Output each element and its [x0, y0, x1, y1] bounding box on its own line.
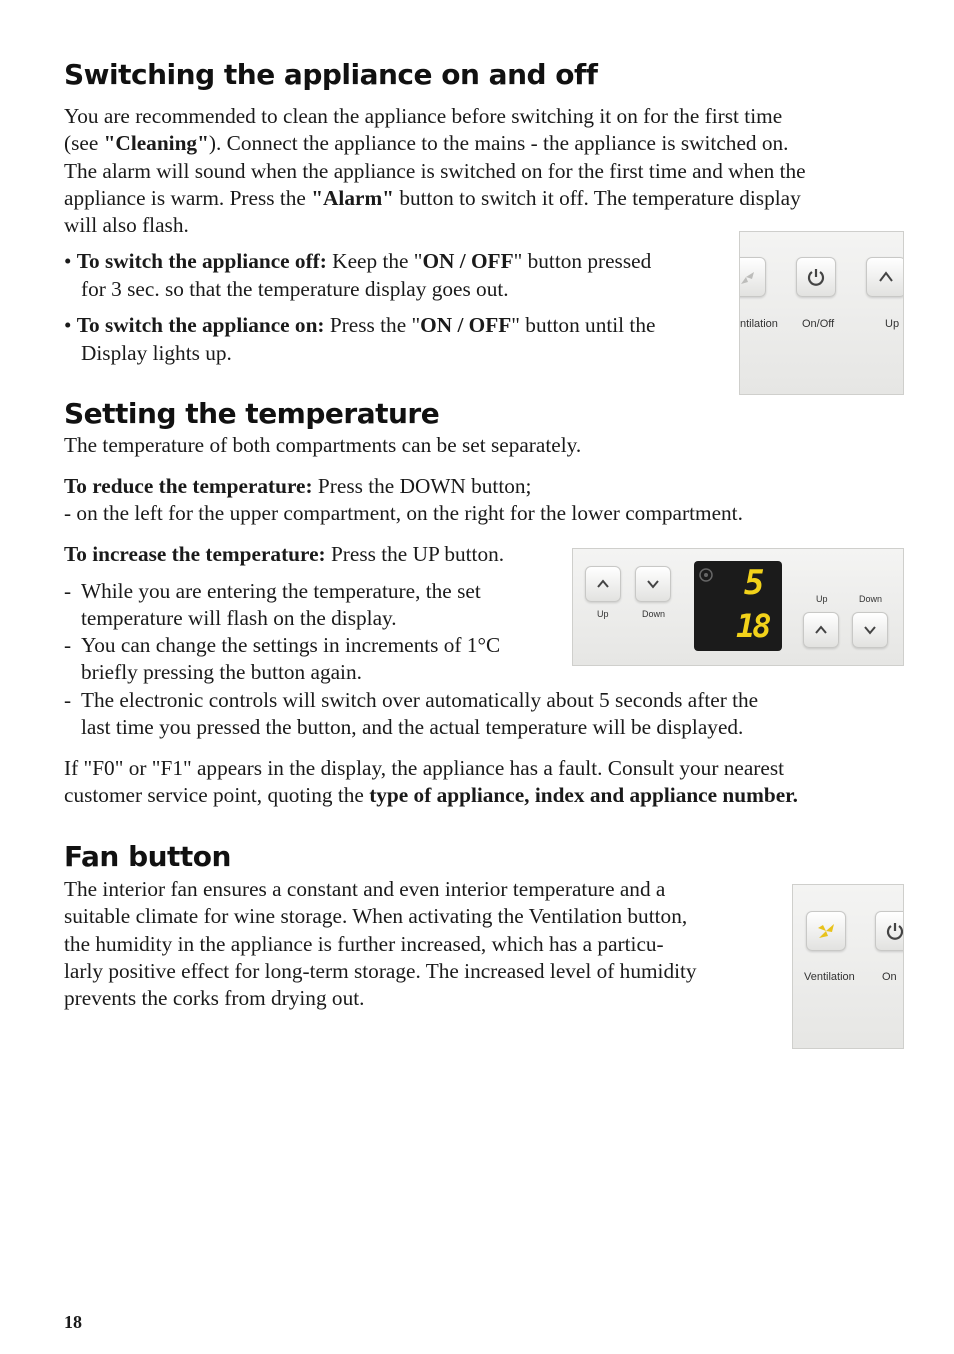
- switch-off-item: [64, 248, 651, 275]
- on-button: [875, 911, 904, 951]
- switch-on-text: " button until the: [511, 313, 656, 337]
- list-item: [81, 687, 921, 742]
- fan-text: suitable climate for wine storage. When activating the Ventilation button,: [64, 904, 688, 929]
- ventilation-label: Ventilation: [804, 971, 855, 983]
- switch-on-item: [64, 312, 655, 339]
- page-number: 18: [64, 1312, 82, 1332]
- intro-text: ). Connect the appliance to the mains - the appliance is switched on.: [208, 131, 789, 156]
- list-item: [81, 632, 561, 687]
- power-icon: [805, 266, 827, 288]
- dash: -: [64, 688, 72, 712]
- switch-on-label: To switch the appliance on:: [76, 313, 325, 337]
- chevron-up-icon: [813, 622, 829, 638]
- switch-on-line2: Display lights up.: [81, 341, 232, 365]
- fan-text: prevents the corks from drying out.: [64, 986, 365, 1011]
- switch-off-line2: for 3 sec. so that the temperature display goes out.: [81, 277, 509, 301]
- lower-temperature: 18: [736, 607, 769, 645]
- reduce-line: [64, 473, 531, 500]
- list-item-line: briefly pressing the button again.: [81, 660, 362, 685]
- control-panel-photo-onoff: [739, 231, 904, 395]
- alarm-icon: [698, 567, 714, 583]
- lower-down-button: [852, 612, 888, 648]
- up-button: [866, 257, 904, 297]
- chevron-down-icon: [645, 576, 661, 592]
- upper-up-button: [585, 566, 621, 602]
- fan-text: the humidity in the appliance is further increased, which has a particu-: [64, 931, 664, 956]
- chevron-down-icon: [862, 622, 878, 638]
- power-icon: [884, 920, 904, 942]
- chevron-up-icon: [877, 268, 895, 286]
- list-item: [81, 578, 561, 633]
- alarm-ref: "Alarm": [311, 185, 395, 210]
- fan-text: larly positive effect for long-term storage. The increased level of humidity: [64, 958, 697, 983]
- temperature-display: [694, 561, 782, 651]
- fan-icon: [739, 266, 757, 288]
- heading-fan: Fan button: [64, 840, 231, 873]
- switch-off-text: " button pressed: [513, 249, 652, 273]
- switch-off-text: Keep the ": [326, 249, 423, 273]
- intro-paragraph: [64, 103, 914, 239]
- increase-label: To increase the temperature:: [64, 542, 326, 566]
- reduce-dash-line: - on the left for the upper compartment, on the right for the lower compartment.: [64, 501, 743, 525]
- upper-down-label: Down: [642, 609, 666, 619]
- lower-up-label: Up: [816, 594, 828, 604]
- intro-text: appliance is warm. Press the: [64, 185, 312, 210]
- upper-temperature: 5: [744, 563, 765, 603]
- bullet: •: [64, 313, 72, 337]
- fault-paragraph: [64, 755, 924, 810]
- list-item-line: While you are entering the temperature, the set: [81, 579, 481, 603]
- list-item-line: The electronic controls will switch over automatically about 5 seconds after the: [81, 688, 759, 712]
- list-item-line: temperature will flash on the display.: [81, 606, 397, 631]
- control-panel-photo-fan: [792, 884, 904, 1049]
- up-label: Up: [885, 318, 900, 330]
- lower-up-button: [803, 612, 839, 648]
- upper-down-button: [635, 566, 671, 602]
- dash: -: [64, 579, 72, 603]
- fault-text: customer service point, quoting the: [64, 783, 370, 808]
- fan-text: The interior fan ensures a constant and even interior temperature and a: [64, 877, 666, 901]
- fan-icon: [814, 919, 838, 943]
- switch-on-text: Press the ": [324, 313, 421, 337]
- onoff-label: On/Off: [802, 318, 835, 330]
- on-label: On: [882, 971, 897, 983]
- dash: -: [64, 633, 72, 657]
- bullet: •: [64, 249, 72, 273]
- lower-down-label: Down: [859, 594, 883, 604]
- onoff-button: [796, 257, 836, 297]
- list-item-line: You can change the settings in increments of 1°C: [81, 633, 501, 657]
- temperature-intro: The temperature of both compartments can be set separately.: [64, 433, 582, 457]
- ventilation-button: [739, 257, 766, 297]
- heading-switching: Switching the appliance on and off: [64, 58, 598, 91]
- increase-text: Press the UP button.: [325, 542, 505, 566]
- intro-text: (see: [64, 131, 104, 156]
- chevron-up-icon: [595, 576, 611, 592]
- intro-text: You are recommended to clean the appliance before switching it on for the first time: [64, 104, 783, 128]
- upper-up-label: Up: [597, 609, 609, 619]
- fan-paragraph: [64, 876, 784, 1012]
- intro-text: will also flash.: [64, 213, 189, 238]
- increase-line: [64, 541, 504, 568]
- heading-temperature: Setting the temperature: [64, 397, 440, 430]
- ventilation-button: [806, 911, 846, 951]
- ventilation-label: ntilation: [740, 318, 778, 330]
- fault-emphasis: type of appliance, index and appliance number.: [369, 783, 798, 808]
- fault-text: If "F0" or "F1" appears in the display, the appliance has a fault. Consult your nearest: [64, 756, 785, 780]
- reduce-label: To reduce the temperature:: [64, 474, 313, 498]
- onoff-key: ON / OFF: [422, 249, 514, 273]
- reduce-text: Press the DOWN button;: [312, 474, 532, 498]
- intro-text: The alarm will sound when the appliance is switched on for the first time and when the: [64, 158, 806, 183]
- control-panel-photo-temperature: [572, 548, 904, 666]
- switch-off-label: To switch the appliance off:: [76, 249, 327, 273]
- onoff-key: ON / OFF: [420, 313, 512, 337]
- cleaning-ref: "Cleaning": [103, 131, 209, 156]
- list-item-line: last time you pressed the button, and the actual temperature will be displayed.: [81, 715, 744, 740]
- intro-text: button to switch it off. The temperature display: [394, 185, 801, 210]
